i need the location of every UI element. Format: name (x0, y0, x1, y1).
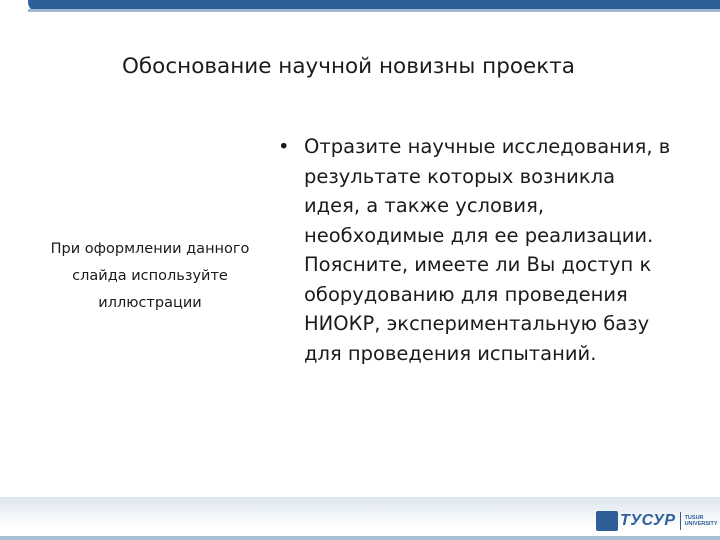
logo-emblem-icon (596, 511, 618, 531)
bullet-text (304, 132, 708, 368)
note-line: иллюстрации (98, 295, 202, 311)
bullet-line: идея, а также условия, (304, 194, 545, 217)
logo-sub-line: TUSUR (684, 515, 704, 521)
bullet-line: оборудованию для проведения (304, 282, 628, 306)
bullet-paragraph (278, 132, 708, 368)
slide-title: Обоснование научной новизны проекта (122, 54, 575, 79)
logo-sub-line: UNIVERSITY (684, 521, 718, 527)
bullet-line: НИОКР, экспериментальную базу (304, 312, 650, 335)
bullet-line: Поясните, имеете ли Вы доступ к (304, 253, 652, 276)
bullet-line: необходимые для ее реализации. (304, 223, 654, 247)
bullet-icon: • (278, 135, 290, 158)
logo-divider (680, 512, 681, 530)
note-line: слайда используйте (72, 268, 228, 284)
bullet-line: для проведения испытаний. (304, 341, 597, 365)
university-logo (596, 510, 718, 532)
bullet-line: Отразите научные исследования, в (304, 135, 671, 158)
logo-wordmark: ТУСУР (620, 512, 676, 529)
logo-subtitle (685, 515, 718, 527)
bullet-line: результате которых возникла (304, 164, 616, 188)
bottom-accent-line (0, 536, 720, 540)
note-line: При оформлении данного (50, 241, 250, 257)
top-accent-bar (28, 0, 720, 12)
illustration-note (30, 236, 270, 317)
